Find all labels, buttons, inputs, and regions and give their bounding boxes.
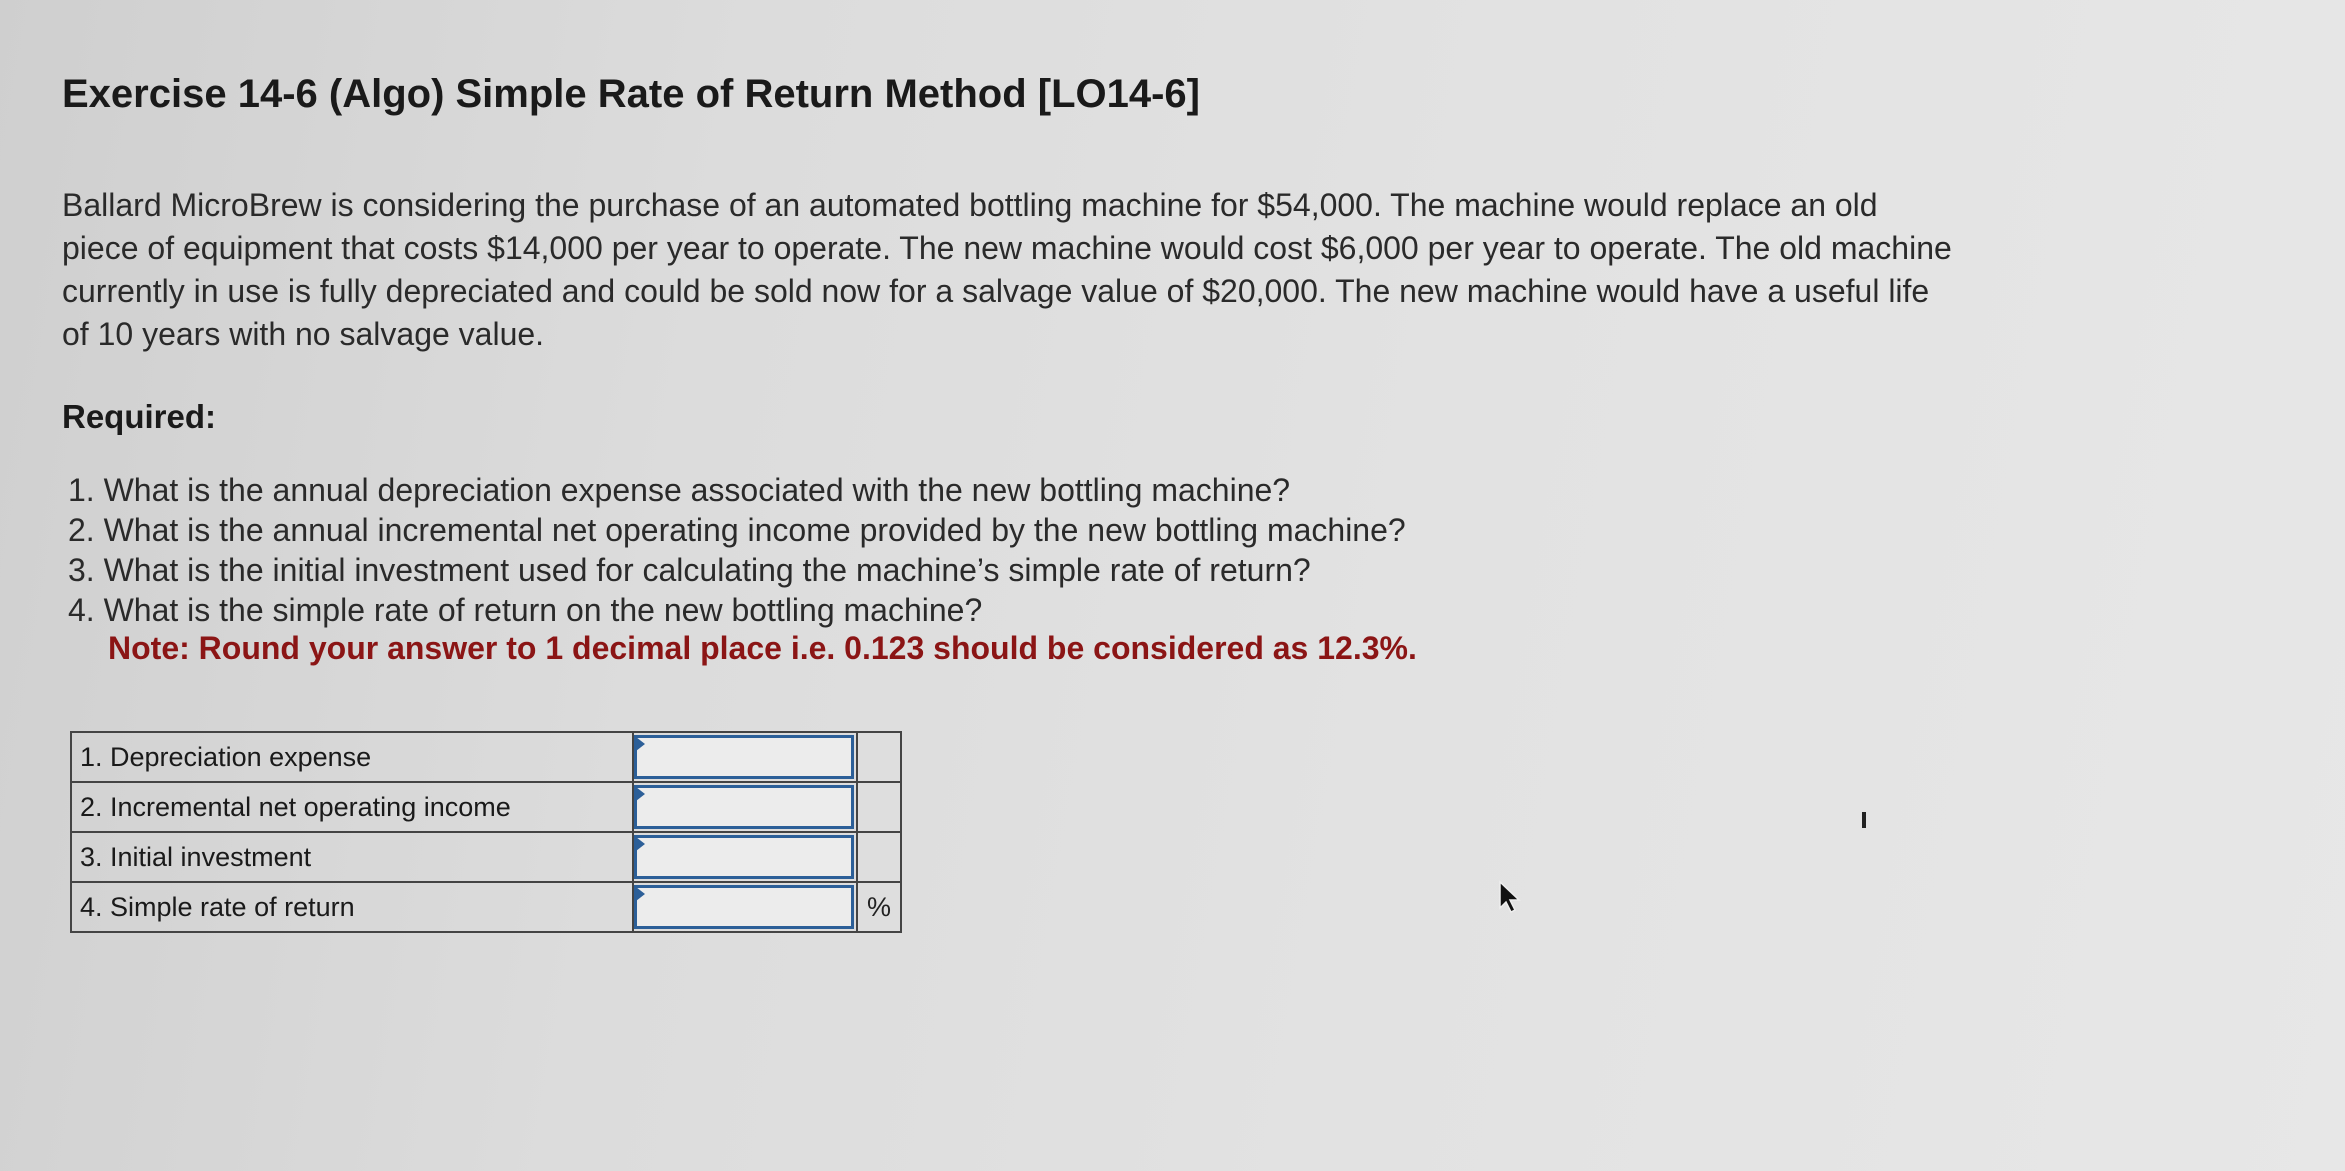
exercise-title: Exercise 14-6 (Algo) Simple Rate of Return Method [LO14-6] [62,72,1200,116]
triangle-marker-icon [636,787,645,801]
text-caret-mark [1862,812,1866,828]
triangle-marker-icon [636,837,645,851]
row-label: 1. Depreciation expense [71,732,633,782]
problem-statement [62,184,2212,356]
question-item: 4. What is the simple rate of return on the new bottling machine? [68,592,983,628]
table-row [71,882,901,932]
table-row [71,732,901,782]
incremental-income-input[interactable] [634,785,854,829]
input-cell [633,832,857,882]
problem-line: piece of equipment that costs $14,000 per year to operate. The new machine would cost $6,000 per year to operate. The old machine [62,230,1952,266]
required-heading: Required: [62,398,217,435]
simple-rate-of-return-input[interactable] [634,885,854,929]
percent-unit: % [857,882,901,932]
row-label: 2. Incremental net operating income [71,782,633,832]
rounding-note: Note: Round your answer to 1 decimal place i.e. 0.123 should be considered as 12.3%. [108,630,1417,666]
mouse-pointer-icon [1498,880,1524,919]
required-questions [68,470,1406,630]
table-row [71,782,901,832]
question-item: 2. What is the annual incremental net operating income provided by the new bottling machine? [68,512,1406,548]
problem-line: of 10 years with no salvage value. [62,316,545,352]
question-item: 3. What is the initial investment used for calculating the machine’s simple rate of return? [68,552,1311,588]
unit-cell [857,782,901,832]
initial-investment-input[interactable] [634,835,854,879]
triangle-marker-icon [636,887,645,901]
input-cell [633,732,857,782]
row-label: 4. Simple rate of return [71,882,633,932]
problem-line: Ballard MicroBrew is considering the purchase of an automated bottling machine for $54,000. The machine would replace an old [62,187,1878,223]
table-row [71,832,901,882]
unit-cell [857,732,901,782]
depreciation-expense-input[interactable] [634,735,854,779]
triangle-marker-icon [636,737,645,751]
row-label: 3. Initial investment [71,832,633,882]
input-cell [633,782,857,832]
input-cell [633,882,857,932]
answer-table [70,731,902,933]
unit-cell [857,832,901,882]
question-item: 1. What is the annual depreciation expense associated with the new bottling machine? [68,472,1291,508]
problem-line: currently in use is fully depreciated and could be sold now for a salvage value of $20,000. The new machine would have a useful life [62,273,1930,309]
